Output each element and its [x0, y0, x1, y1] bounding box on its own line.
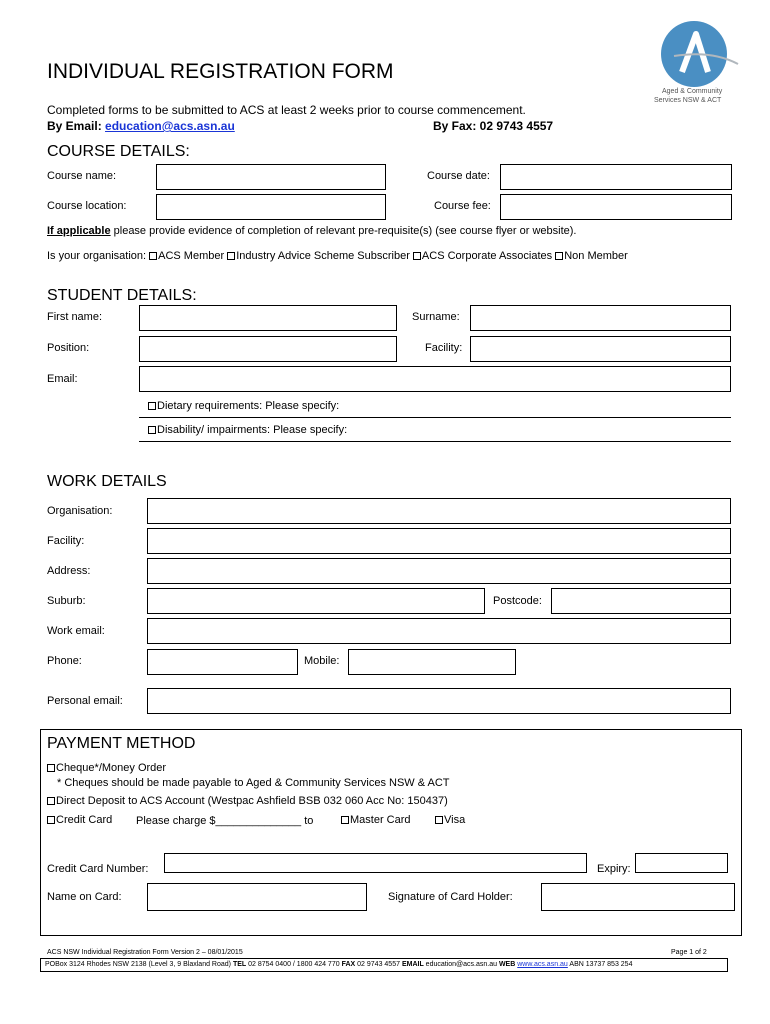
name-on-card-label: Name on Card: [47, 891, 122, 903]
phone-label: Phone: [47, 655, 82, 667]
dietary-row [139, 395, 731, 418]
master-card-option [341, 814, 411, 826]
course-date-field[interactable] [500, 164, 732, 190]
credit-card-option [47, 814, 112, 826]
suburb-field[interactable] [147, 588, 485, 614]
surname-field[interactable] [470, 305, 731, 331]
disability-option [148, 424, 347, 436]
non-member-checkbox[interactable] [555, 252, 563, 260]
dietary-option [148, 400, 339, 412]
email-line [47, 119, 235, 133]
student-facility-field[interactable] [470, 336, 731, 362]
position-label: Position: [47, 342, 90, 354]
disability-checkbox[interactable] [148, 426, 156, 434]
phone-field[interactable] [147, 649, 298, 675]
course-fee-field[interactable] [500, 194, 732, 220]
footer-fax: 02 9743 4557 [357, 961, 400, 968]
card-number-label: Credit Card Number: [47, 863, 149, 875]
footer-tel-label: TEL [232, 961, 247, 968]
credit-card-checkbox[interactable] [47, 816, 55, 824]
visa-checkbox[interactable] [435, 816, 443, 824]
suburb-label: Suburb: [47, 595, 86, 607]
disability-label: Disability/ impairments: Please specify: [157, 424, 348, 436]
student-details-heading: STUDENT DETAILS: [47, 287, 197, 304]
deposit-label: Direct Deposit to ACS Account (Westpac Ashfield BSB 032 060 Acc No: 150437) [56, 795, 448, 807]
prerequisite-note [47, 225, 576, 237]
note-bold: If applicable [47, 225, 111, 237]
footer-address: POBox 3124 Rhodes NSW 2138 (Level 3, 9 Blaxland Road) [45, 961, 231, 968]
work-facility-field[interactable] [147, 528, 731, 554]
logo-org-line1: Aged & Community [662, 88, 723, 95]
signature-label: Signature of Card Holder: [388, 891, 513, 903]
signature-field[interactable] [541, 883, 735, 911]
course-name-label: Course name: [47, 170, 117, 182]
facility-label: Facility: [425, 342, 463, 354]
work-facility-label: Facility: [47, 535, 85, 547]
footer-email[interactable]: education@acs.asn.au [425, 961, 497, 968]
cheque-note: * Cheques should be made payable to Aged & Community Services NSW & ACT [57, 777, 450, 789]
organisation-label: Organisation: [47, 505, 113, 517]
mobile-label: Mobile: [304, 655, 340, 667]
course-location-label: Course location: [47, 200, 127, 212]
expiry-field[interactable] [635, 853, 728, 873]
first-name-field[interactable] [139, 305, 397, 331]
footer-web-link[interactable]: www.acs.asn.au [517, 961, 568, 968]
payment-method-heading: PAYMENT METHOD [47, 735, 196, 752]
footer-contact-line [45, 961, 632, 968]
name-on-card-field[interactable] [147, 883, 367, 911]
organisation-question [47, 250, 628, 262]
address-field[interactable] [147, 558, 731, 584]
work-email-label: Work email: [47, 625, 105, 637]
postcode-field[interactable] [551, 588, 731, 614]
student-email-field[interactable] [139, 366, 731, 392]
email-prefix: By Email: [47, 119, 106, 133]
logo-org-line2: Services NSW & ACT [654, 97, 722, 104]
footer-web-label: WEB [498, 961, 516, 968]
master-card-label: Master Card [350, 814, 411, 826]
work-details-heading: WORK DETAILS [47, 473, 167, 490]
course-fee-label: Course fee: [434, 200, 491, 212]
submission-instruction: Completed forms to be submitted to ACS at least 2 weeks prior to course commencement. [47, 103, 526, 117]
charge-amount-line: Please charge $______________ to [136, 815, 314, 827]
disability-row [139, 419, 731, 442]
page-number: Page 1 of 2 [671, 949, 707, 956]
page-title: INDIVIDUAL REGISTRATION FORM [47, 60, 394, 83]
footer-contact-bar [40, 958, 728, 972]
visa-option [435, 814, 465, 826]
footer-tel: 02 8754 0400 / 1800 424 770 [248, 961, 340, 968]
course-location-field[interactable] [156, 194, 386, 220]
credit-card-label: Credit Card [56, 814, 113, 826]
deposit-option [47, 795, 448, 807]
corporate-associates-label: ACS Corporate Associates [421, 250, 553, 262]
course-details-heading: COURSE DETAILS: [47, 143, 190, 160]
personal-email-field[interactable] [147, 688, 731, 714]
footer-fax-label: FAX [341, 961, 356, 968]
fax-line: By Fax: 02 9743 4557 [433, 119, 554, 133]
work-email-field[interactable] [147, 618, 731, 644]
cheque-checkbox[interactable] [47, 764, 55, 772]
organisation-field[interactable] [147, 498, 731, 524]
non-member-label: Non Member [564, 250, 628, 262]
first-name-label: First name: [47, 311, 103, 323]
dietary-label: Dietary requirements: Please specify: [157, 400, 340, 412]
acs-logo-icon [652, 20, 742, 90]
acs-logo [652, 20, 742, 110]
org-question-label: Is your organisation: [47, 250, 150, 262]
email-link[interactable]: education@acs.asn.au [105, 119, 235, 133]
footer-email-label: EMAIL [401, 961, 424, 968]
expiry-label: Expiry: [597, 863, 631, 875]
cheque-option [47, 762, 166, 774]
master-card-checkbox[interactable] [341, 816, 349, 824]
deposit-checkbox[interactable] [47, 797, 55, 805]
course-date-label: Course date: [427, 170, 490, 182]
form-version: ACS NSW Individual Registration Form Version 2 – 08/01/2015 [47, 949, 243, 956]
acs-member-checkbox[interactable] [149, 252, 157, 260]
corporate-associates-checkbox[interactable] [413, 252, 421, 260]
position-field[interactable] [139, 336, 397, 362]
course-name-field[interactable] [156, 164, 386, 190]
personal-email-label: Personal email: [47, 695, 123, 707]
footer-abn: ABN 13737 853 254 [569, 961, 633, 968]
industry-advice-label: Industry Advice Scheme Subscriber [236, 250, 410, 262]
student-email-label: Email: [47, 373, 78, 385]
cheque-label: Cheque*/Money Order [56, 762, 167, 774]
card-number-field[interactable] [164, 853, 587, 873]
postcode-label: Postcode: [493, 595, 542, 607]
visa-label: Visa [444, 814, 466, 826]
surname-label: Surname: [412, 311, 460, 323]
industry-advice-checkbox[interactable] [227, 252, 235, 260]
address-label: Address: [47, 565, 91, 577]
acs-member-label: ACS Member [158, 250, 225, 262]
mobile-field[interactable] [348, 649, 516, 675]
dietary-checkbox[interactable] [148, 402, 156, 410]
note-rest: please provide evidence of completion of relevant pre-requisite(s) (see course flyer or website). [110, 225, 577, 237]
